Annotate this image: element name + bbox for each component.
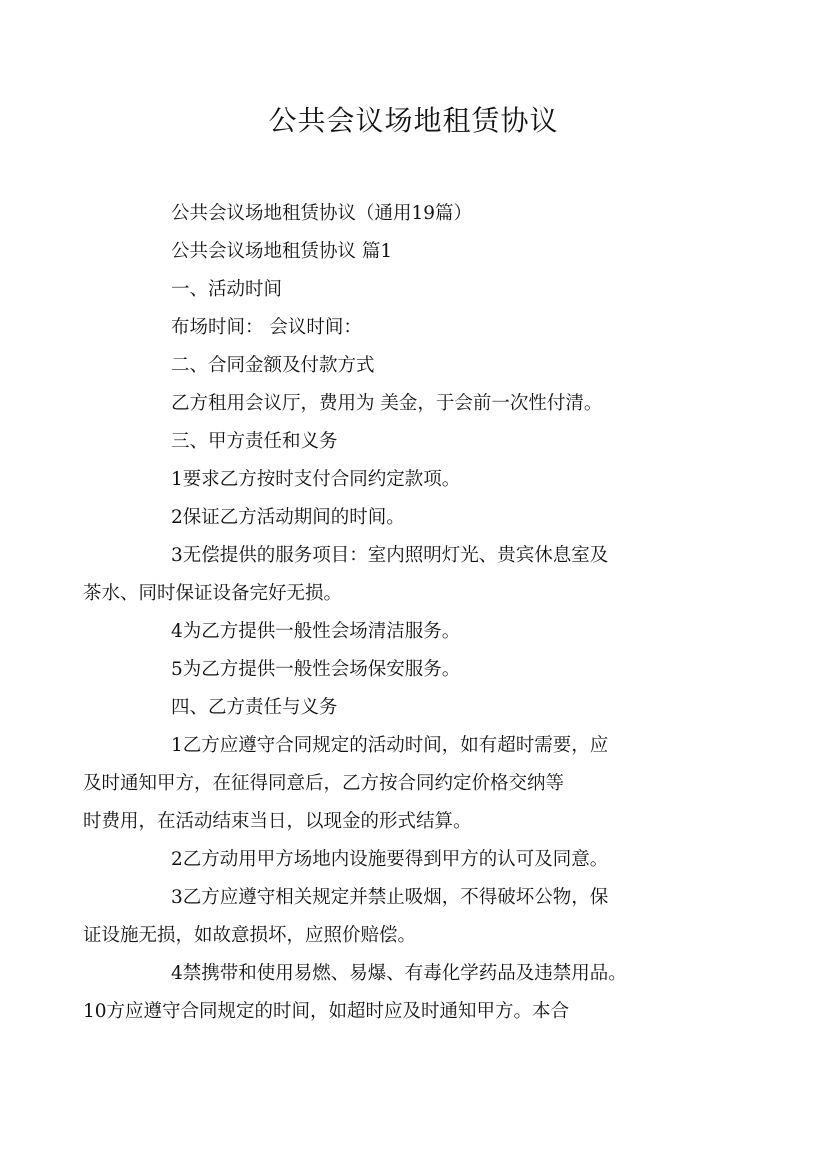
paragraph xyxy=(127,233,717,271)
paragraph xyxy=(127,461,717,499)
paragraph xyxy=(83,955,717,1031)
section-heading xyxy=(127,347,717,385)
text-line: 2乙方动用甲方场地内设施要得到甲方的认可及同意。 xyxy=(171,849,609,870)
text-line: 四、乙方责任与义务 xyxy=(171,697,338,718)
text-line: 3乙方应遵守相关规定并禁止吸烟，不得破坏公物，保 xyxy=(171,887,609,908)
text-line: 及时通知甲方，在征得同意后，乙方按合同约定价格交纳等 xyxy=(83,773,565,794)
paragraph xyxy=(83,879,717,955)
text-line: 时费用，在活动结束当日，以现金的形式结算。 xyxy=(83,811,472,832)
text-line: 一、活动时间 xyxy=(171,279,283,300)
text-line: 二、合同金额及付款方式 xyxy=(171,355,375,376)
section-heading xyxy=(127,271,717,309)
text-line: 5为乙方提供一般性会场保安服务。 xyxy=(171,659,461,680)
paragraph xyxy=(83,537,717,613)
text-line: 布场时间： 会议时间： xyxy=(171,317,362,338)
text-line: 4为乙方提供一般性会场清洁服务。 xyxy=(171,621,461,642)
paragraph xyxy=(127,499,717,537)
paragraph xyxy=(127,613,717,651)
document-title: 公共会议场地租赁协议 xyxy=(268,104,559,137)
text-line: 公共会议场地租赁协议 篇1 xyxy=(171,241,393,262)
text-line: 三、甲方责任和义务 xyxy=(171,431,338,452)
paragraph xyxy=(83,727,717,841)
text-line: 2保证乙方活动期间的时间。 xyxy=(171,507,405,528)
document-body xyxy=(83,195,717,1031)
text-line: 乙方租用会议厅，费用为 美金，于会前一次性付清。 xyxy=(171,393,603,414)
text-line: 1乙方应遵守合同规定的活动时间，如有超时需要，应 xyxy=(171,735,609,756)
text-line: 公共会议场地租赁协议（通用19篇） xyxy=(171,203,473,224)
text-line: 10方应遵守合同规定的时间，如超时应及时通知甲方。本合 xyxy=(83,1001,570,1022)
paragraph xyxy=(127,195,717,233)
text-line: 3无偿提供的服务项目：室内照明灯光、贵宾休息室及 xyxy=(171,545,609,566)
text-line: 茶水、同时保证设备完好无损。 xyxy=(83,583,343,604)
paragraph xyxy=(127,309,717,347)
section-heading xyxy=(127,423,717,461)
text-line: 4禁携带和使用易燃、易爆、有毒化学药品及违禁用品。 xyxy=(171,963,627,984)
text-line: 证设施无损，如故意损坏，应照价赔偿。 xyxy=(83,925,417,946)
paragraph xyxy=(127,385,717,423)
section-heading xyxy=(127,689,717,727)
text-line: 1要求乙方按时支付合同约定款项。 xyxy=(171,469,461,490)
paragraph xyxy=(127,841,717,879)
paragraph xyxy=(127,651,717,689)
